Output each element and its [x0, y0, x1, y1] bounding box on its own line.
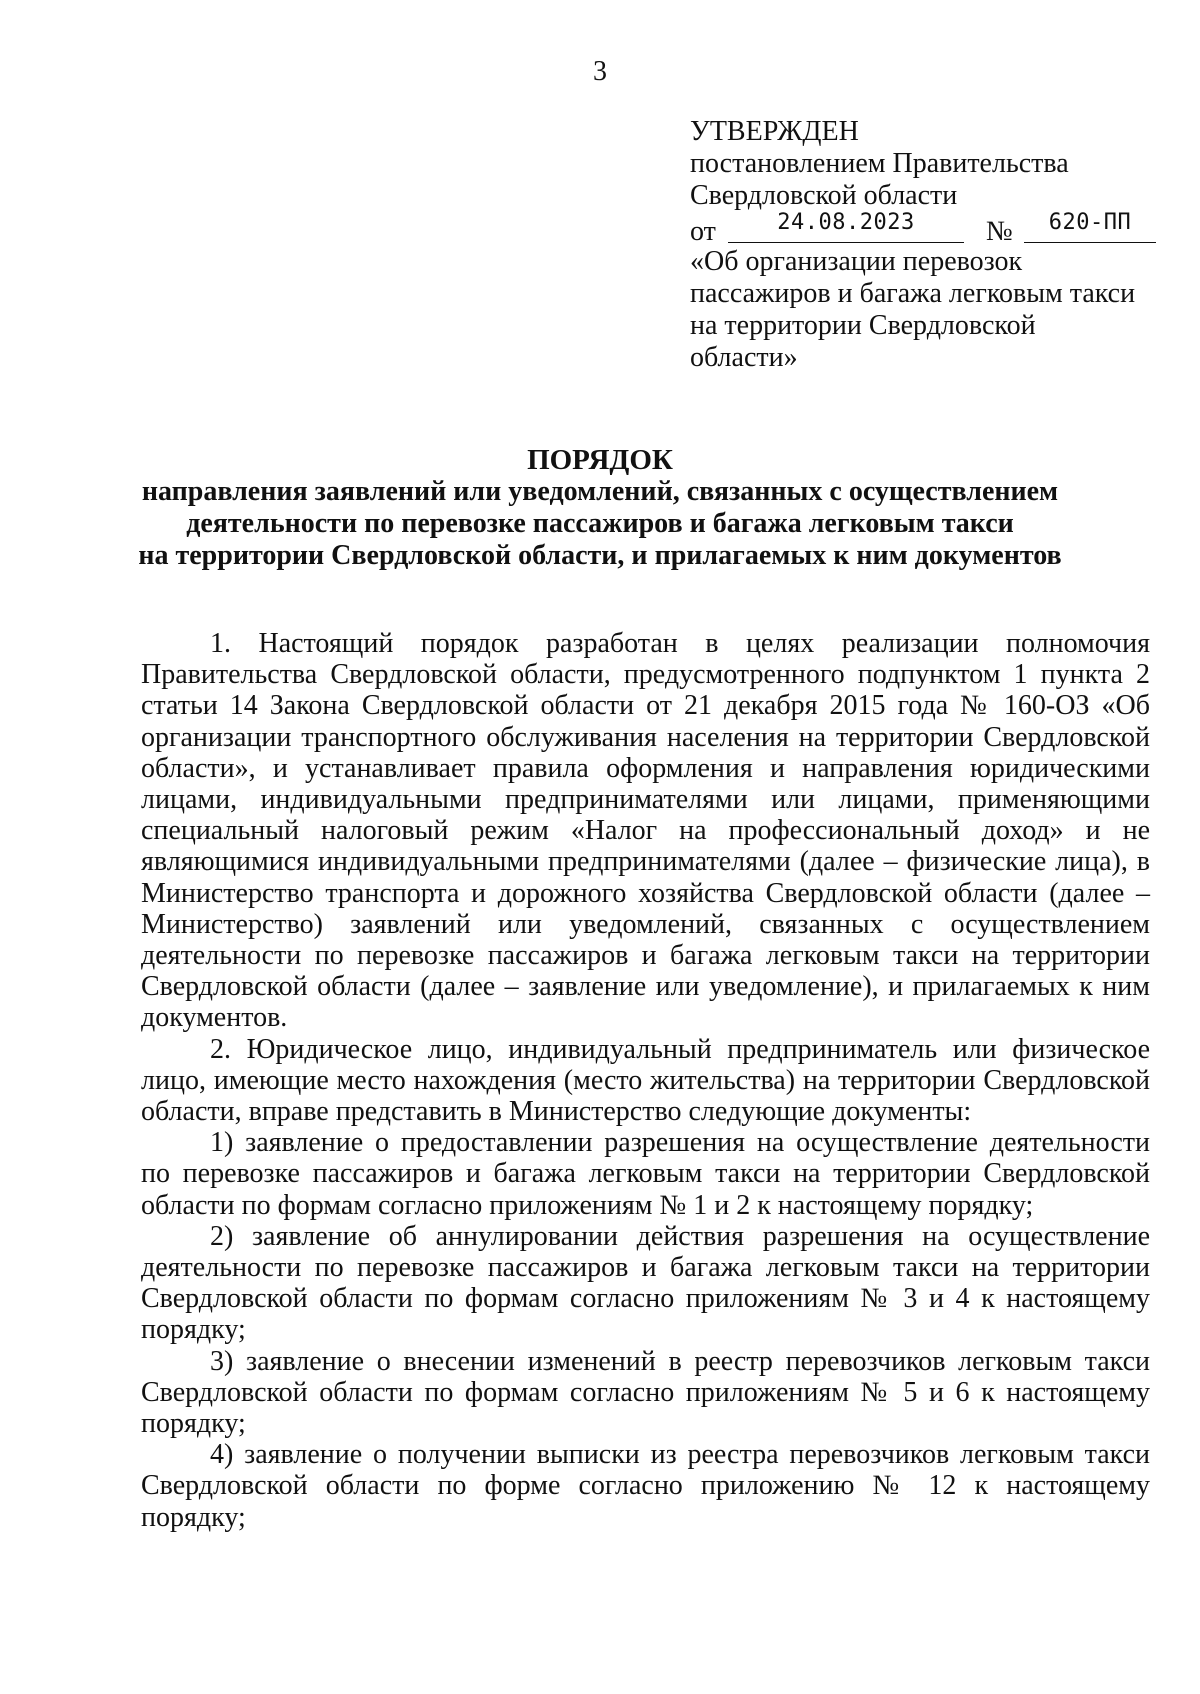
page-number: 3	[593, 56, 607, 87]
number-prefix: №	[986, 216, 1013, 247]
list-item-1: 1) заявление о предоставлении разрешения на осуществление деятельности по перевозке пассажиров и багажа легковым такси на территории Свердловской области по формам согласно приложениям № 1 и 2 к настоящему порядку;	[141, 1127, 1150, 1221]
approval-subject-line-1: «Об организации перевозок	[690, 246, 1023, 277]
approval-subject-line-2: пассажиров и багажа легковым такси	[690, 278, 1136, 309]
list-item-4: 4) заявление о получении выписки из реестра перевозчиков легковым такси Свердловской области по форме согласно приложению № 12 к настоящему порядку;	[141, 1439, 1150, 1533]
approval-line-1: постановлением Правительства	[690, 148, 1069, 179]
title-line-1: направления заявлений или уведомлений, связанных с осуществлением	[141, 476, 1059, 507]
approval-line-2: Свердловской области	[690, 180, 958, 211]
date-prefix: от	[690, 216, 716, 247]
approval-subject-line-4: области»	[690, 342, 798, 373]
approval-stamp-block	[690, 116, 1160, 374]
list-item-3: 3) заявление о внесении изменений в реестр перевозчиков легковым такси Свердловской области по формам согласно приложениям № 5 и 6 к настоящему порядку;	[141, 1345, 1150, 1440]
document-body	[141, 628, 1150, 1533]
paragraph-2: 2. Юридическое лицо, индивидуальный предприниматель или физическое лицо, имеющие место нахождения (место жительства) на территории Свердловской области, вправе представить в Министерство следующие документы:	[141, 1033, 1150, 1128]
title-line-3: на территории Свердловской области, и прилагаемых к ним документов	[138, 540, 1062, 571]
decree-number: 620-ПП	[1024, 208, 1156, 243]
list-item-2: 2) заявление об аннулировании действия разрешения на осуществление деятельности по перевозке пассажиров и багажа легковым такси на территории Свердловской области по формам согласно приложениям № 3 и 4 к настоящему порядку;	[141, 1220, 1150, 1346]
decree-date: 24.08.2023	[728, 208, 964, 243]
approval-date-row	[690, 212, 1160, 246]
title-line-2: деятельности по перевозке пассажиров и багажа легковым такси	[186, 508, 1014, 539]
approval-heading: УТВЕРЖДЕН	[690, 116, 859, 147]
paragraph-1: 1. Настоящий порядок разработан в целях реализации полномочия Правительства Свердловской области, предусмотренного подпунктом 1 пункта 2 статьи 14 Закона Свердловской области от 21 декабря 2015 года № 160-ОЗ «Об организации транспортного обслуживания населения на территории Свердловской области», и устанавливает правила оформления и направления юридическими лицами, индивидуальными предпринимателями или лицами, применяющими специальный налоговый режим «Налог на профессиональный доход» и не являющимися индивидуальными предпринимателями (далее – физические лица), в Министерство транспорта и дорожного хозяйства Свердловской области (далее – Министерство) заявлений или уведомлений, связанных с осуществлением деятельности по перевозке пассажиров и багажа легковым такси на территории Свердловской области (далее – заявление или уведомление), и прилагаемых к ним документов.	[141, 628, 1150, 1034]
document-title	[0, 444, 1200, 572]
title-main: ПОРЯДОК	[527, 444, 673, 476]
approval-subject-line-3: на территории Свердловской	[690, 310, 1036, 341]
